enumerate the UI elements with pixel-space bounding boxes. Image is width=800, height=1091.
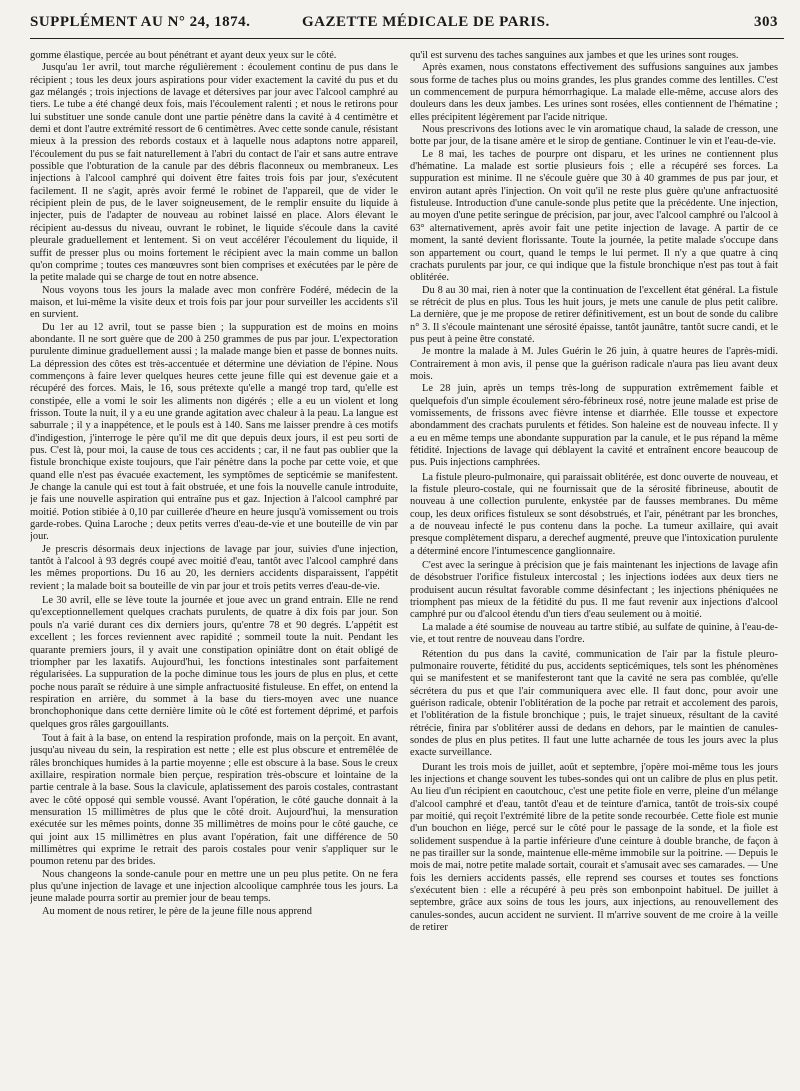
paragraph: Jusqu'au 1er avril, tout marche régulièrement : écoulement continu de pus dans le récipient ; tous les deux jours aspirations pour vider exactement la cavité du pus et du gaz mélangés ; trois injections de lavage et détersives par jour avec l'alcool camphré au tiers. Le tube a été changé deux fois, mais l'écoulement ralenti ; et nous le retirons pour lui substituer une sonde canule dont une partie pénètre dans la cavité à 4 centimètre et demi et dont l'autre extrémité ressort de 6 centimètres. Avec cette sonde canule, résistant mieux à la pression des rebords costaux et à laquelle nous adaptons notre appareil, l'écoulement du pus se fait naturellement à l'abri du contact de l'air et sans autre entrave possible que l'obturation de la canule par des débris flaconneux ou membraneux. Les injections à l'alcool camphré qui doivent être faites trois fois par jour, s'exécutent facilement. Il ne s'agit, après avoir fermé le robinet de l'appareil, que de vider le récipient plein de pus, de le laver soigneusement, de le remplir ensuite du liquide à injecter, puis de l'adapter de nouveau au robinet laissé en place. Alors élevant le récipient au-dessus du niveau, ouvrant le robinet, le liquide s'écoule dans la cavité pleurale graduellement et lentement. Si on veut accélérer l'écoulement du liquide, il suffit de presser plus ou moins fortement le récipient avec la main comme un ballon qu'on comprime ; toutes ces manœuvres sont bien comprises et exécutées par le père de la petite malade qui se charge de tout en notre absence. <box>30 62 398 284</box>
paragraph: Je prescris désormais deux injections de lavage par jour, suivies d'une injection, tantôt à l'alcool à 93 degrés coupé avec moitié d'eau, tantôt avec l'alcool camphré dans les mêmes proportions. Du 16 au 20, les derniers accidents disparaissent, l'appétit revient ; la malade boit sa bouteille de vin par jour et trois petits verres d'eau-de-vie. <box>30 543 398 592</box>
paragraph: Du 8 au 30 mai, rien à noter que la continuation de l'excellent état général. La fistule se rétrécit de plus en plus. Tous les huit jours, je mets une canule de plus petit calibre. La dernière, que je me propose de retirer définitivement, est un bout de sonde du calibre n° 3. Il s'écoule maintenant une sérosité épaisse, tantôt jaunâtre, tantôt sucre candi, et le pus peut à peine être constaté. <box>410 284 778 345</box>
paragraph: Du 1er au 12 avril, tout se passe bien ; la suppuration est de moins en moins abondante. Il ne sort guère que de 200 à 250 grammes de pus par jour. L'expectoration purulente diminue graduellement aussi ; la malade mange bien et passe de bonnes nuits. La dépression des côtes est très-accentuée et détermine une déviation de l'épine. Nous commençons à faire lever quelques heures cette jeune fille qui est devenue gaie et a récupéré des forces. Mais, le 16, sous prétexte qu'elle a mangé trop tard, qu'elle est constipée, elle a vomi le soir les aliments non digérés ; elle a eu un violent et long frisson. Toute la nuit, il y a eu une grande agitation avec chaleur à la peau. La langue est saburrale ; il y a inappétence, et le pouls est à 140. Sans me laisser prendre à ces motifs d'indigestion, j'interroge le père qu'il me dit que depuis deux jours, il est peu sorti de pus. C'est là, pour moi, la cause de tous ces accidents ; car, il ne faut pas oublier que la fistule bronchique existe toujours, que l'air pénètre dans la poche par cette voie, et que quand elle n'est pas évacuée exactement, les symptômes de septicémie se manifestent. Je change la canule qui est tout à fait obstruée, et une fois la nouvelle canule introduite, je fais une nouvelle aspiration qui entraîne pus et gaz. Injection à l'alcool camphré par moitié. Potion stibiée à 0,10 par cuillerée d'heure en heure jusqu'à vomissement ou trois garde-robes. Quina Laroche ; deux petits verres d'eau-de-vie et une bouteille de vin par jour. <box>30 321 398 543</box>
paragraph: Le 8 mai, les taches de pourpre ont disparu, et les urines ne contiennent plus d'hématine. La malade est sortie plusieurs fois ; elle a récupéré ses forces. La suppuration est minime. Il ne s'écoule guère que 30 à 40 grammes de pus par jour, et environ autant après l'injection. On voit qu'il ne reste plus guère qu'une anfractuosité fistuleuse. Introduction d'une canule-sonde plus petite que la précédente. Une injection, au moyen d'une petite seringue de précision, par jour, avec l'alcool camphré ou l'alcool à 63° alternativement, après avoir fait une petite injection de lavage. A partir de ce moment, la santé devient florissante. Toute la journée, la petite malade s'occupe dans son appartement ou court, quand le temps le lui permet. Il n'y a que quatre à cinq crachats purulents par jour, ce qui indique que la fistule bronchique n'est pas tout à fait oblitérée. <box>410 148 778 284</box>
supplement-title: SUPPLÉMENT AU N° 24, 1874. <box>30 14 251 30</box>
paragraph: Le 30 avril, elle se lève toute la journée et joue avec un grand entrain. Elle ne rend qu'exceptionnellement quelques crachats purulents, de quatre à dix fois par jour. Son pouls n'a varié durant ces dix derniers jours, qu'entre 78 et 90 degrés. L'appétit est excellent ; les forces reviennent avec rapidité ; sommeil toute la nuit. Pendant les quarante premiers jours, il y avait une constipation opiniâtre dont on était obligé de triompher par les laxatifs. Aujourd'hui, les fonctions intestinales sont parfaitement régularisées. La suppuration de la poche diminue tous les jours de plus en plus, et cette poche nous paraît se réduire à une simple anfractuosité fistuleuse. En effet, on entend la respiration en arrière, du sommet à la base du tiers-moyen avec une nuance bronchophonique dans cette dernière limite où le côté est fortement déprimé, et parfois quelques gros râles gargouillants. <box>30 595 398 730</box>
paragraph: Nous voyons tous les jours la malade avec mon confrère Fodéré, médecin de la maison, et lui-même la visite deux et trois fois par jour pour surveiller les accidents s'il en survient. <box>30 284 398 321</box>
paragraph: Au moment de nous retirer, le père de la jeune fille nous apprend <box>42 905 312 917</box>
paragraph: C'est avec la seringue à précision que je fais maintenant les injections de lavage afin de désobstruer l'orifice fistuleux intercostal ; les injections iodées aux deux tiers ne produisent aucun résultat favorable comme désinfectant ; les injections phéniquées ne triomphent pas mieux de la fétidité du pus. Il me faut revenir aux injections d'alcool camphré pur ou d'alcool étendu d'un tiers d'eau seulement ou à moitié. <box>410 560 778 621</box>
page-number: 303 <box>754 14 778 30</box>
left-column <box>30 50 398 1087</box>
paragraph: Rétention du pus dans la cavité, communication de l'air par la fistule pleuro-pulmonaire rouverte, fétidité du pus, accidents septicémiques, tels sont les phénomènes qui se manifestent et se manifesteront tant que la cavité ne sera pas comblée, qu'elle sécrétera du pus et que l'air communiquera avec elle. Il faut donc, pour avoir une guérison radicale, obtenir l'oblitération de la poche par retrait et accolement des parois, et l'oblitération de la fistule bronchique ; puis, le trajet sinueux, résultant de la cavité rétrécie, finira par s'oblitérer aussi de dedans en dehors, par le maintien de canules-sondes de plus en plus petites. Il faut une lutte acharnée de tous les jours avec la plus exacte surveillance. <box>410 648 778 759</box>
paragraph: qu'il est survenu des taches sanguines aux jambes et que les urines sont rouges. <box>410 50 739 61</box>
right-column <box>410 50 778 1087</box>
paragraph: Après examen, nous constatons effectivement des suffusions sanguines aux jambes sous forme de taches plus ou moins grandes, les plus grandes comme des lentilles. C'est un commencement de purpura hémorrhagique. La malade elle-même, accuse alors des douleurs dans les deux jambes. Les urines sont rosées, elles contiennent de l'hématine ; elles précipitent légèrement par l'acide nitrique. <box>410 62 778 123</box>
paragraph: Nous changeons la sonde-canule pour en mettre une un peu plus petite. On ne fera plus qu'une injection de lavage et une injection alcoolique camphrée tous les jours. La jeune malade pourra sortir au premier jour de beau temps. <box>30 868 398 905</box>
paragraph: Je montre la malade à M. Jules Guérin le 26 juin, à quatre heures de l'après-midi. Contrairement à mon avis, il pense que la guérison radicale n'aura pas lieu avant deux mois. <box>410 346 778 382</box>
journal-title: GAZETTE MÉDICALE DE PARIS. <box>302 14 550 30</box>
paragraph: La fistule pleuro-pulmonaire, qui paraissait oblitérée, est donc ouverte de nouveau, et la fistule pleuro-costale, qui ne fournissait que de la sérosité fibrineuse, aboutit de nouveau à une collection purulente, enkystée par de fausses membranes. Du même coup, les deux orifices fistuleux se sont désobstrués, et l'air, pénétrant par les bronches, a de nouveau infecté le pus contenu dans la poche. La tumeur axillaire, qui avait presque complètement disparu, a derechef augmenté, preuve que l'intoxication purulente a déterminé encore l'intumescence ganglionnaire. <box>410 471 778 557</box>
paragraph: Le 28 juin, après un temps très-long de suppuration extrêmement faible et quelquefois d'un simple écoulement séro-fébrineux rosé, notre jeune malade est prise de vomissements, de frissons avec fièvre intense et diarrhée. Elle tousse et expectore abondamment des crachats purulents et fétides. Son haleine est de nouveau infecte. Il y a eu en même temps une abondante suppuration par la canule, et le pus répand la même fétidité. Injections de lavage qui déblayent la cavité et entraînent encore beaucoup de pus. Puis injections camphrées. <box>410 383 778 469</box>
paragraph: La malade a été soumise de nouveau au tartre stibié, au sulfate de quinine, à l'eau-de-vie, et tout rentre de nouveau dans l'ordre. <box>410 621 778 646</box>
paragraph: Nous prescrivons des lotions avec le vin aromatique chaud, la salade de cresson, une botte par jour, de la tisane amère et le sirop de gentiane. Continuer le vin et l'eau-de-vie. <box>410 124 778 148</box>
page-header <box>30 8 784 39</box>
paragraph: Durant les trois mois de juillet, août et septembre, j'opère moi-même tous les jours les injections et change souvent les tubes-sondes qui ont un calibre de plus en plus petit. Au lieu d'un récipient en caoutchouc, c'est une petite fiole en verre, pleine d'un mélange d'alcool camphré et d'eau, tantôt d'eau et de teinture d'arnica, tantôt de trois-six coupé par moitié, qui reçoit l'extrémité libre de la petite sonde recourbée. Cette fiole est munie d'un bouchon en liége, percé sur le côté pour le passage de la sonde, et la fiole est solidement suspendue à la partie inférieure d'une ceinture à double branche, de façon à ne pas tirailler sur la sonde, maintenue elle-même immobile sur la poitrine. — Depuis le mois de mai, notre petite malade sortait, courait et s'amusait avec ses camarades. — Une fois les derniers accidents passés, elle reprend ses courses et toutes ses fonctions s'exécutent bien : elle a récupéré à peu près son embonpoint habituel. De juillet à septembre, grâce aux soins de tous les jours, aux injections, au renouvellement des canules-sondes, aucun accident ne survient. Il m'arrive souvent de me croire à la veille de retirer <box>410 761 778 934</box>
paragraph: Tout à fait à la base, on entend la respiration profonde, mais on la perçoit. En avant, jusqu'au niveau du sein, la respiration est nette ; elle est plus obscure et entremêlée de râles bronchiques humides à la partie moyenne ; elle est obscure à la base. Sous le creux axillaire, respiration normale bien perçue, respiration très-obscure et lointaine de la partie centrale à la base. Sous la clavicule, aplatissement des parois costales, contrastant avec le côté opposé qui semble voussé. Avant l'opération, le côté gauche donnait à la mensuration 15 millimètres de plus que le côté droit. Aujourd'hui, la mensuration exécutée sur les mêmes points, donne 35 millimètres de moins pour le côté gauche, ce qui joint aux 15 millimètres en plus avant l'opération, fait une différence de 50 millimètres qui exprime le retrait des parois costales pour venir s'appliquer sur le poumon retenu par des brides. <box>30 732 398 868</box>
paragraph: gomme élastique, percée au bout pénétrant et ayant deux yeux sur le côté. <box>30 50 337 61</box>
